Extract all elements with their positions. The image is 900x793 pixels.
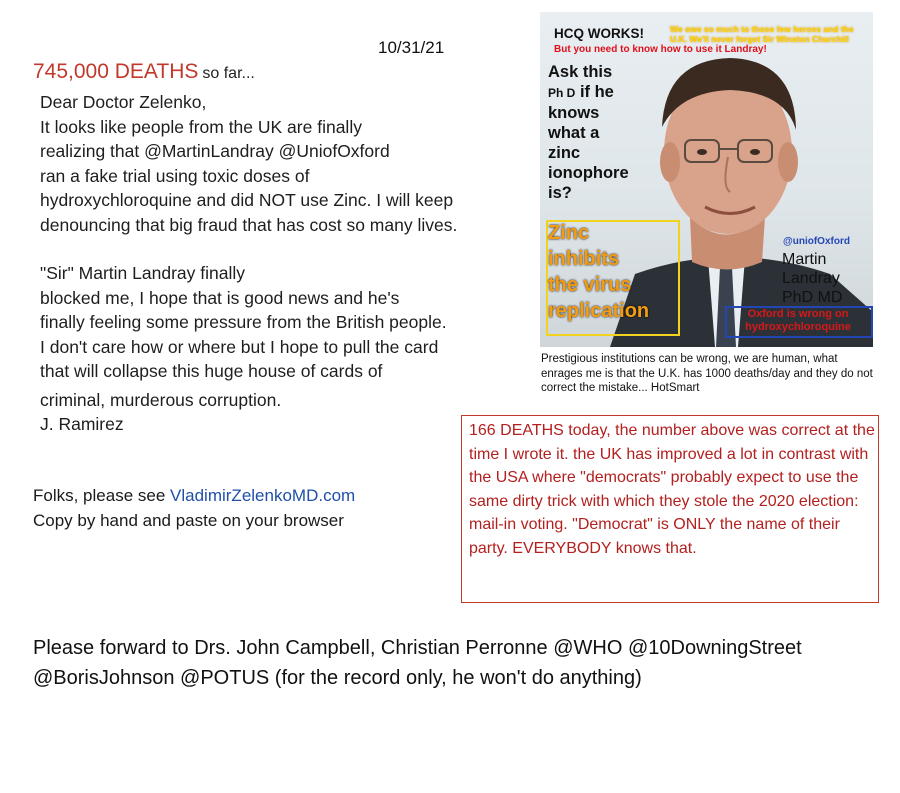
image-caption: Prestigious institutions can be wrong, we are human, what enrages me is that the U.K. has 1000 deaths/day and they do not correct the mistake... HotSmart [541,353,873,394]
ask-line: is? [548,184,572,202]
ask-line: what a [548,124,600,142]
ask-line: Ph D [548,86,576,100]
churchill-text: We owe so much to those few heroes and the U.K. We'll never forget Sir Winston Churchill [670,24,854,44]
letter-line: criminal, murderous corruption. [40,389,282,410]
zinc-line: inhibits [548,248,620,270]
name-line: PhD MD [782,289,843,306]
folks-note [33,483,355,533]
letter-line: realizing that @MartinLandray @UniofOxford [40,141,390,161]
letter-line: "Sir" Martin Landray finally [40,263,246,283]
zinc-line: Zinc [548,222,590,244]
ask-line: ionophore [548,164,629,182]
ask-line: Ask this [548,63,613,81]
website-link[interactable]: VladimirZelenkoMD.com [170,486,356,505]
letter-line: finally feeling some pressure from the British people. [40,312,447,332]
letter-body [40,90,540,437]
ask-phd-text [548,62,658,203]
date-label: 10/31/21 [378,38,445,57]
zinc-line: the virus [548,274,632,296]
portrait-meme-image [540,12,873,347]
deaths-suffix: so far... [202,65,255,82]
folks-instruction: Copy by hand and paste on your browser [33,511,344,530]
name-line: Martin [782,251,827,268]
hcq-works-text: HCQ WORKS! [554,26,644,41]
letter-line: that will collapse this huge house of cards of [40,361,383,381]
zinc-line: replication [548,300,650,322]
name-line: Landray [782,270,840,287]
deaths-headline [33,60,255,84]
letter-line: blocked me, I hope that is good news and he's [40,287,400,308]
oxford-wrong-text: Oxford is wrong on hydroxychloroquine [745,308,851,333]
letter-line: Dear Doctor Zelenko, [40,92,207,112]
letter-line: denouncing that big fraud that has cost so many lives. [40,214,458,235]
landray-warning-text: But you need to know how to use it Landray! [554,44,767,55]
letter-signature: J. Ramirez [40,414,124,434]
ask-line: knows [548,104,600,122]
letter-line: I don't care how or where but I hope to pull the card [40,336,439,357]
zinc-text [548,220,649,324]
letter-line: hydroxychloroquine and did NOT use Zinc. I will keep [40,190,454,210]
deaths-count: 745,000 DEATHS [33,60,199,83]
letter-line: ran a fake trial using toxic doses of [40,165,310,186]
letter-line: It looks like people from the UK are finally [40,116,362,137]
uniofoxford-handle: @uniofOxford [783,236,850,247]
folks-prefix: Folks, please see [33,486,166,505]
ask-line: if he [579,83,614,101]
update-text: 166 DEATHS today, the number above was correct at the time I wrote it. the UK has improved a lot in contrast with the USA where "democrats" probably expect to use the same dirty trick with which they stole the 2020 election: mail-in voting. "Democrat" is ONLY the name of their party. EVERYBODY knows that. [469,422,875,557]
name-caption [782,250,842,307]
forward-request: Please forward to Drs. John Campbell, Christian Perronne @WHO @10DowningStreet @BorisJohnson @POTUS (for the record only, he won't do anything) [33,637,802,689]
ask-line: zinc [548,144,581,162]
